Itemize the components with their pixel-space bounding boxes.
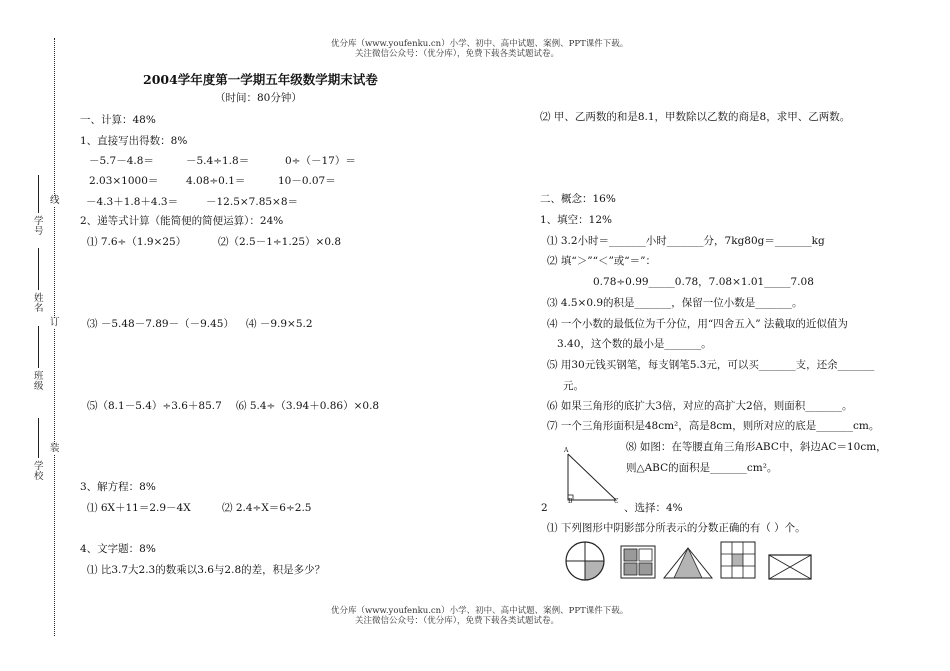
- stepwise-item: ⑷ －9.9×5.2: [246, 318, 313, 330]
- calc-item: 2.03×1000＝: [89, 175, 159, 187]
- calc-item: 4.08÷0.1＝: [186, 175, 246, 187]
- stepwise-item: ⑶ －5.48－7.89－（－9.45）: [87, 318, 234, 330]
- exam-title: 2004学年度第一学期五年级数学期末试卷: [143, 72, 378, 87]
- equation-item: ⑴ 6X＋11＝2.9－4X: [87, 502, 191, 514]
- word-problem-1: ⑴ 比3.7大2.3的数乘以3.6与2.8的差，积是多少？: [87, 564, 326, 576]
- binding-mark-xian: 线: [50, 195, 60, 206]
- choice-number: 2: [541, 502, 548, 514]
- calc-item: 0÷（－17）＝: [285, 155, 356, 167]
- rectangle-diagonals-figure: [768, 554, 812, 580]
- choice-heading: 、选择：4%: [624, 502, 683, 514]
- question-2-heading: 2、递等式计算（能简便的简便运算）：24%: [80, 215, 284, 227]
- fill-item-8-line-2: 则△ABC的面积是_______cm²。: [626, 462, 778, 474]
- choice-item-1: ⑴ 下列图形中阴影部分所表示的分数正确的有（ ）个。: [547, 522, 806, 534]
- fill-item-1: ⑴ 3.2小时＝_______小时_______分，7kg80g＝_______kg: [547, 235, 825, 247]
- grid-3x3-figure: [720, 541, 756, 579]
- question-1-heading: 1、直接写出得数：8%: [80, 135, 188, 147]
- fill-item-5-line-2: 元。: [563, 380, 584, 392]
- word-problem-2: ⑵ 甲、乙两数的和是8.1，甲数除以乙数的商是8，求甲、乙两数。: [540, 111, 851, 123]
- footer-line-2: 关注微信公众号：（优分库），免费下载各类试题试卷。: [355, 616, 560, 626]
- section-1-heading: 一、计算：48%: [80, 114, 156, 126]
- exam-time: （时间：80分钟）: [215, 92, 302, 104]
- footer-line-1: 优分库（www.youfenku.cn）小学、初中、高中试题、案例、PPT课件下载。: [331, 606, 629, 616]
- equation-item: ⑵ 2.4÷X＝6÷2.5: [222, 502, 312, 514]
- fill-item-4-line-2: 3.40，这个数的最小是_______。: [557, 338, 712, 350]
- fill-item-4-line-1: ⑷ 一个小数的最低位为千分位，用“四舍五入” 法截取的近似值为: [547, 318, 848, 330]
- fill-in-heading: 1、填空：12%: [540, 214, 613, 226]
- binding-class-label: 班级: [34, 371, 44, 392]
- fill-item-2-compare: 0.78÷0.99_____0.78，7.08×1.01_____7.08: [593, 276, 814, 288]
- calc-item: －4.3＋1.8＋4.3＝: [86, 196, 179, 208]
- question-3-heading: 3、解方程：8%: [80, 481, 156, 493]
- triangle-label-a: A: [564, 447, 569, 454]
- fill-item-3: ⑶ 4.5×0.9的积是_______，保留一位小数是_______。: [547, 297, 803, 309]
- binding-school-label: 学校: [34, 461, 44, 482]
- calc-item: 10－0.07＝: [278, 175, 336, 187]
- calc-item: －12.5×7.85×8＝: [206, 196, 299, 208]
- section-2-heading: 二、概念：16%: [540, 193, 616, 205]
- fill-item-5-line-1: ⑸ 用30元钱买钢笔，每支钢笔5.3元，可以买_______支，还余_______: [547, 359, 875, 371]
- triangle-label-c: C: [614, 498, 619, 505]
- binding-class-blank: [38, 326, 39, 368]
- binding-number-blank: [38, 175, 39, 213]
- binding-number-label: 学号: [34, 216, 44, 237]
- circle-fraction-figure: [563, 541, 607, 581]
- stepwise-item: ⑹ 5.4÷（3.94＋0.86）×0.8: [236, 400, 380, 412]
- header-line-2: 关注微信公众号：（优分库），免费下载各类试题试卷。: [355, 49, 560, 59]
- fill-item-7: ⑺ 一个三角形面积是48cm²，高是8cm，则所对应的底是_______cm。: [547, 420, 880, 432]
- triangle-fraction-figure: [662, 546, 714, 580]
- stepwise-item: ⑴ 7.6÷（1.9×25）: [87, 236, 187, 248]
- binding-name-blank: [38, 248, 39, 290]
- stepwise-item: ⑸（8.1－5.4）÷3.6＋85.7: [87, 400, 222, 412]
- square-grid-figure: [620, 545, 656, 579]
- fill-item-8-line-1: ⑻ 如图：在等腰直角三角形ABC中，斜边AC＝10cm，: [626, 441, 887, 453]
- triangle-label-b: B: [568, 498, 573, 505]
- binding-name-label: 姓名: [34, 293, 44, 314]
- header-line-1: 优分库（www.youfenku.cn）小学、初中、高中试题、案例、PPT课件下载。: [331, 39, 629, 49]
- calc-item: －5.7－4.8＝: [89, 155, 154, 167]
- binding-school-blank: [38, 418, 39, 458]
- fill-item-2: ⑵ 填“＞”“＜”或“＝”：: [547, 255, 657, 267]
- fill-item-6: ⑹ 如果三角形的底扩大3倍，对应的高扩大2倍，则面积_______。: [547, 400, 853, 412]
- binding-mark-zhuang: 装: [50, 443, 60, 454]
- calc-item: －5.4÷1.8＝: [186, 155, 250, 167]
- question-4-heading: 4、文字题：8%: [80, 543, 156, 555]
- stepwise-item: ⑵（2.5－1÷1.25）×0.8: [218, 236, 342, 248]
- binding-dotted-line: [54, 38, 55, 636]
- binding-mark-ding: 订: [50, 317, 60, 328]
